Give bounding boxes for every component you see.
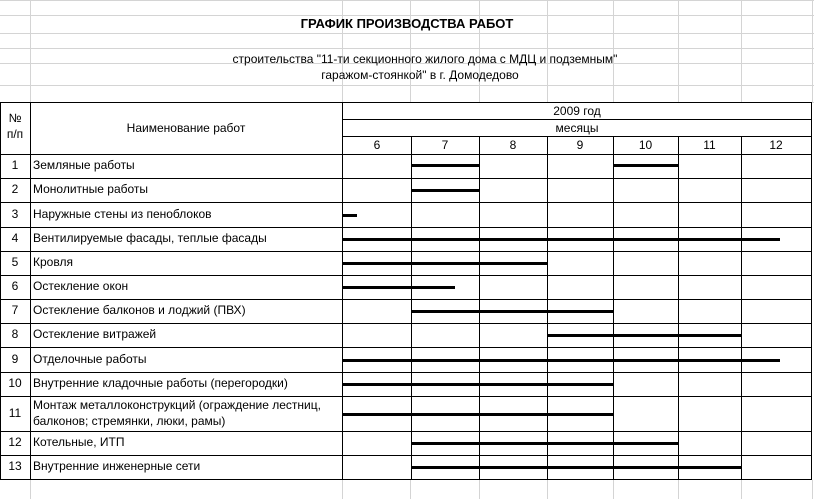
row-number: 10 bbox=[8, 376, 22, 390]
schedule-bar bbox=[411, 189, 479, 192]
row-border bbox=[0, 431, 812, 432]
schedule-bar bbox=[343, 286, 455, 289]
work-name: Остекление окон bbox=[33, 279, 129, 293]
col-num-header-line1: № bbox=[8, 111, 22, 125]
row-number: 1 bbox=[11, 158, 19, 172]
schedule-bar bbox=[547, 334, 741, 337]
work-name: Наружные стены из пеноблоков bbox=[33, 206, 212, 221]
header-bottom-border bbox=[0, 154, 812, 155]
row-border bbox=[0, 251, 812, 252]
row-number: 4 bbox=[11, 231, 19, 245]
work-name: Остекление витражей bbox=[33, 327, 157, 341]
row-number: 13 bbox=[8, 459, 22, 473]
row-number: 11 bbox=[8, 405, 22, 420]
table-right-border bbox=[811, 102, 812, 480]
schedule-bar bbox=[613, 164, 678, 167]
row-number: 8 bbox=[11, 327, 19, 341]
row-border bbox=[0, 227, 812, 228]
row-number: 9 bbox=[11, 351, 19, 366]
schedule-bar bbox=[343, 238, 780, 241]
month-column-border bbox=[479, 136, 480, 480]
row-border bbox=[0, 347, 812, 348]
month-header-10: 10 bbox=[638, 138, 653, 152]
row-number: 2 bbox=[11, 182, 19, 196]
month-header-9: 9 bbox=[576, 138, 584, 152]
month-header-6: 6 bbox=[373, 138, 381, 152]
schedule-bar bbox=[411, 466, 741, 469]
schedule-bar bbox=[343, 359, 780, 362]
subtitle-line-1: строительства "11-ти секционного жилого дома с МДЦ и подземным" bbox=[232, 52, 618, 66]
month-column-border bbox=[411, 136, 412, 480]
schedule-bar bbox=[343, 214, 357, 217]
month-column-border bbox=[678, 136, 679, 480]
work-name: Котельные, ИТП bbox=[33, 435, 125, 449]
work-name: Земляные работы bbox=[33, 158, 135, 172]
schedule-bar bbox=[411, 310, 613, 313]
month-header-11: 11 bbox=[703, 138, 716, 152]
work-name: Остекление балконов и лоджий (ПВХ) bbox=[33, 303, 246, 317]
schedule-bar bbox=[343, 262, 547, 265]
month-header-7: 7 bbox=[441, 138, 449, 152]
work-name: Внутренние кладочные работы (перегородки) bbox=[33, 376, 288, 390]
row-border bbox=[0, 372, 812, 373]
table-top-border bbox=[0, 102, 812, 103]
year-header: 2009 год bbox=[553, 104, 601, 118]
month-column-border bbox=[613, 136, 614, 480]
col-num-header-line2: п/п bbox=[6, 127, 24, 141]
row-number: 7 bbox=[11, 303, 19, 317]
work-name-line-2: балконов; стремянки, люки, рамы) bbox=[33, 414, 226, 428]
row-border bbox=[0, 299, 812, 300]
row-border bbox=[0, 178, 812, 179]
row-number: 3 bbox=[11, 206, 19, 221]
schedule-bar bbox=[411, 442, 678, 445]
num-column-border bbox=[30, 102, 31, 480]
schedule-bar bbox=[411, 164, 479, 167]
subtitle-line-2: гаражом-стоянкой" в г. Домодедово bbox=[321, 68, 519, 82]
work-name: Монолитные работы bbox=[33, 182, 149, 196]
work-name-line-1: Монтаж металлоконструкций (ограждение лестниц, bbox=[33, 398, 321, 412]
row-number: 12 bbox=[8, 435, 22, 449]
row-border bbox=[0, 479, 812, 480]
name-column-border bbox=[342, 102, 343, 480]
months-header: месяцы bbox=[555, 121, 599, 135]
row-border bbox=[0, 396, 812, 397]
month-column-border bbox=[547, 136, 548, 480]
page-title: ГРАФИК ПРОИЗВОДСТВА РАБОТ bbox=[300, 16, 514, 31]
row-border bbox=[0, 323, 812, 324]
work-name: Отделочные работы bbox=[33, 351, 147, 366]
row-border bbox=[0, 275, 812, 276]
row-border bbox=[0, 202, 812, 203]
year-divider bbox=[343, 119, 811, 120]
schedule-bar bbox=[343, 413, 613, 416]
row-border bbox=[0, 455, 812, 456]
row-number: 6 bbox=[11, 279, 19, 293]
work-name: Кровля bbox=[33, 255, 73, 269]
work-name: Внутренние инженерные сети bbox=[33, 459, 201, 473]
month-header-8: 8 bbox=[509, 138, 517, 152]
schedule-bar bbox=[343, 383, 613, 386]
row-number: 5 bbox=[11, 255, 19, 269]
col-name-header: Наименование работ bbox=[126, 121, 246, 135]
work-name: Вентилируемые фасады, теплые фасады bbox=[33, 231, 267, 245]
month-header-12: 12 bbox=[769, 138, 783, 152]
month-column-border bbox=[741, 136, 742, 480]
